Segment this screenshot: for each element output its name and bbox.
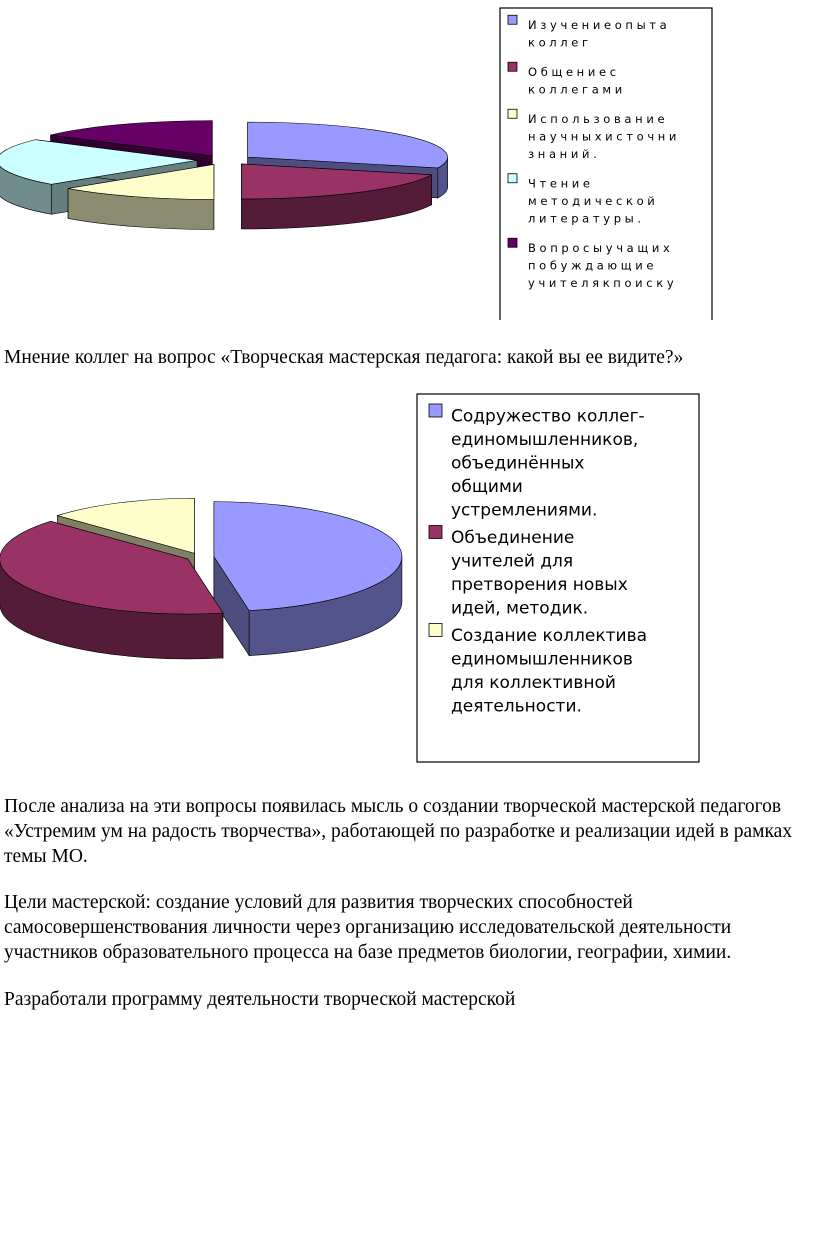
legend-label: п о б у ж д а ю щ и е [528,258,654,273]
paragraph-analysis: После анализа на эти вопросы появилась мысль о создании творческой мастерской педагогов «Устремим ум на радость творчества», работающей по разработке и реализации идей в рамках темы МО. [4,796,793,867]
legend-label: к о л л е г а м и [528,82,623,97]
legend-label: у ч и т е л я к п о и с к у [528,276,674,291]
legend-label: з н а н и й . [528,147,597,162]
legend-swatch [508,174,517,183]
legend-label: И з у ч е н и е о п ы т а [528,18,667,33]
legend-label: Создание коллектива [451,626,648,647]
legend-label: И с п о л ь з о в а н и е [528,112,665,127]
paragraph-goals: Цели мастерской: создание условий для развития творческих способностей самосовершенствования личности через организацию исследовательской деятельности участников образовательного процесса на базе предметов биологии, географии, химии. [4,892,732,963]
legend-label: претворения новых [451,575,628,596]
legend-label: деятельности. [451,696,582,717]
paragraph-program: Разработали программу деятельности творческой мастерской [4,989,516,1010]
legend-label: единомышленников, [451,430,639,451]
legend-label: для коллективной [451,673,616,694]
legend-box [500,8,712,320]
legend-swatch [429,404,442,417]
legend-label: н а у ч н ы х и с т о ч н и [528,129,677,144]
chart-legend [417,394,699,762]
legend-label: общими [451,477,523,498]
legend-label: к о л л е г [528,35,589,50]
chart-legend [500,8,712,320]
legend-label: устремлениями. [451,500,598,521]
legend-label: единомышленников [451,649,633,670]
legend-label: л и т е р а т у р ы . [528,211,642,226]
legend-swatch [429,624,442,637]
legend-label: учителей для [451,551,574,572]
legend-label: Содружество коллег- [451,406,645,427]
legend-label: В о п р о с ы у ч а щ и х [528,241,670,256]
legend-swatch [508,238,517,247]
legend-label: Ч т е н и е [528,176,591,191]
legend-swatch [508,62,517,71]
pie-chart-2 [0,392,716,767]
legend-swatch [508,109,517,118]
legend-label: объединённых [451,453,585,474]
pie-chart-1 [0,0,720,320]
legend-label: О б щ е н и е с [528,65,617,80]
pie-slice [214,502,402,656]
chart-caption: Мнение коллег на вопрос «Творческая мастерская педагога: какой вы ее видите?» [4,347,684,368]
pie-slice [241,164,431,229]
legend-label: идей, методик. [451,598,589,619]
legend-label: Объединение [451,528,575,549]
legend-swatch [429,526,442,539]
legend-swatch [508,15,517,24]
legend-label: м е т о д и ч е с к о й [528,194,655,209]
